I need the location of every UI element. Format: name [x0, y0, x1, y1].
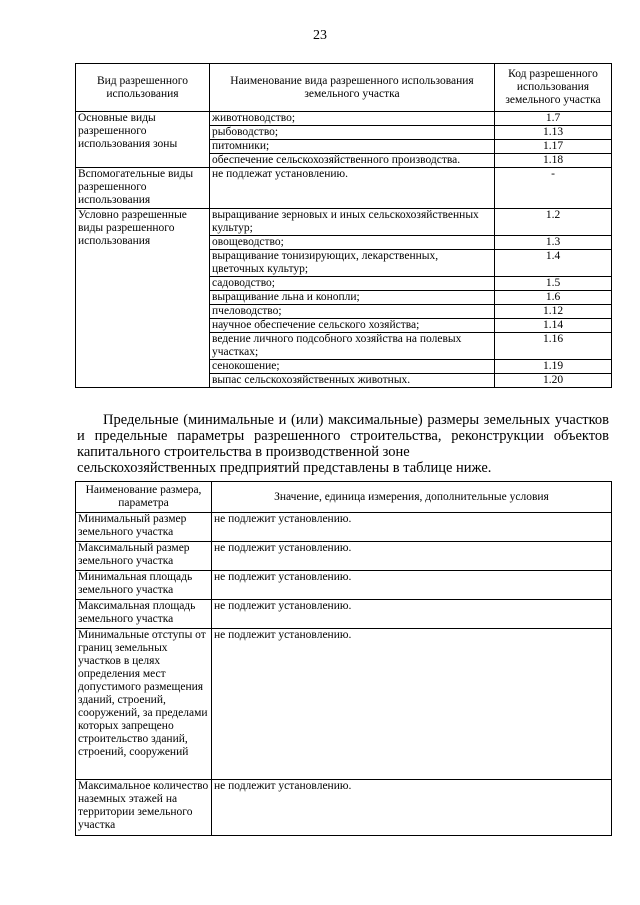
use-name: овощеводство; — [210, 236, 495, 250]
use-code: 1.16 — [495, 333, 612, 360]
param-value: не подлежит установлению. — [212, 600, 612, 629]
param-name: Минимальный размер земельного участка — [76, 513, 212, 542]
use-code: 1.7 — [495, 112, 612, 126]
param-value: не подлежит установлению. — [212, 542, 612, 571]
use-code: 1.18 — [495, 154, 612, 168]
header-code: Код разрешенного использования земельного участка — [495, 64, 612, 112]
table-row — [76, 600, 612, 629]
parameters-table — [75, 481, 612, 836]
use-code: 1.14 — [495, 319, 612, 333]
use-code: 1.17 — [495, 140, 612, 154]
header-name: Наименование вида разрешенного использования земельного участка — [210, 64, 495, 112]
param-name: Максимальное количество наземных этажей на территории земельного участка — [76, 780, 212, 836]
param-name: Минимальные отступы от границ земельных участков в целях определения мест допустимого размещения зданий, строений, сооружений, за пределами которых запрещено строительство зданий, строений, сооружений — [76, 629, 212, 780]
use-name: научное обеспечение сельского хозяйства; — [210, 319, 495, 333]
group-label-conditional: Условно разрешенные виды разрешенного использования — [76, 209, 210, 388]
use-code: 1.12 — [495, 305, 612, 319]
use-code: 1.2 — [495, 209, 612, 236]
use-name: ведение личного подсобного хозяйства на полевых участках; — [210, 333, 495, 360]
param-value: не подлежит установлению. — [212, 629, 612, 780]
header-param: Наименование размера, параметра — [76, 482, 212, 513]
use-code: 1.13 — [495, 126, 612, 140]
use-name: пчеловодство; — [210, 305, 495, 319]
paragraph-line: участков и предельные параметры разрешенного строительства, реконструкции — [77, 412, 609, 444]
table-header-row — [76, 64, 612, 112]
param-value: не подлежит установлению. — [212, 513, 612, 542]
use-name: животноводство; — [210, 112, 495, 126]
header-type: Вид разрешенного использования — [76, 64, 210, 112]
paragraph-line: Предельные (минимальные и (или) максимальные) размеры земельных — [103, 412, 551, 428]
use-code: 1.19 — [495, 360, 612, 374]
param-value: не подлежит установлению. — [212, 571, 612, 600]
table-row — [76, 513, 612, 542]
header-value: Значение, единица измерения, дополнительные условия — [212, 482, 612, 513]
land-use-types-table — [75, 63, 612, 388]
body-paragraph — [77, 412, 609, 476]
table-row — [76, 571, 612, 600]
group-label-main: Основные виды разрешенного использования зоны — [76, 112, 210, 168]
use-name: питомники; — [210, 140, 495, 154]
use-code: - — [495, 168, 612, 209]
paragraph-line: сельскохозяйственных предприятий представлены в таблице ниже. — [77, 460, 492, 476]
table-row — [76, 780, 612, 836]
use-code: 1.20 — [495, 374, 612, 388]
use-name: обеспечение сельскохозяйственного производства. — [210, 154, 495, 168]
page-number: 23 — [313, 28, 327, 43]
param-name: Максимальная площадь земельного участка — [76, 600, 212, 629]
use-name: садоводство; — [210, 277, 495, 291]
group-label-auxiliary: Вспомогательные виды разрешенного использования — [76, 168, 210, 209]
table-row — [76, 542, 612, 571]
use-name: выращивание зерновых и иных сельскохозяйственных культур; — [210, 209, 495, 236]
use-code: 1.5 — [495, 277, 612, 291]
param-name: Максимальный размер земельного участка — [76, 542, 212, 571]
use-code: 1.6 — [495, 291, 612, 305]
paragraph-line: объектов капитального строительства в производственной зоне — [77, 428, 609, 460]
use-name: рыбоводство; — [210, 126, 495, 140]
use-name: выращивание льна и конопли; — [210, 291, 495, 305]
table-row — [76, 168, 612, 209]
table-row — [76, 629, 612, 780]
table-row — [76, 209, 612, 236]
use-name: выращивание тонизирующих, лекарственных, цветочных культур; — [210, 250, 495, 277]
param-name: Минимальная площадь земельного участка — [76, 571, 212, 600]
use-name: не подлежат установлению. — [210, 168, 495, 209]
table-row — [76, 112, 612, 126]
use-code: 1.3 — [495, 236, 612, 250]
use-code: 1.4 — [495, 250, 612, 277]
param-value: не подлежит установлению. — [212, 780, 612, 836]
use-name: выпас сельскохозяйственных животных. — [210, 374, 495, 388]
table-header-row — [76, 482, 612, 513]
use-name: сенокошение; — [210, 360, 495, 374]
